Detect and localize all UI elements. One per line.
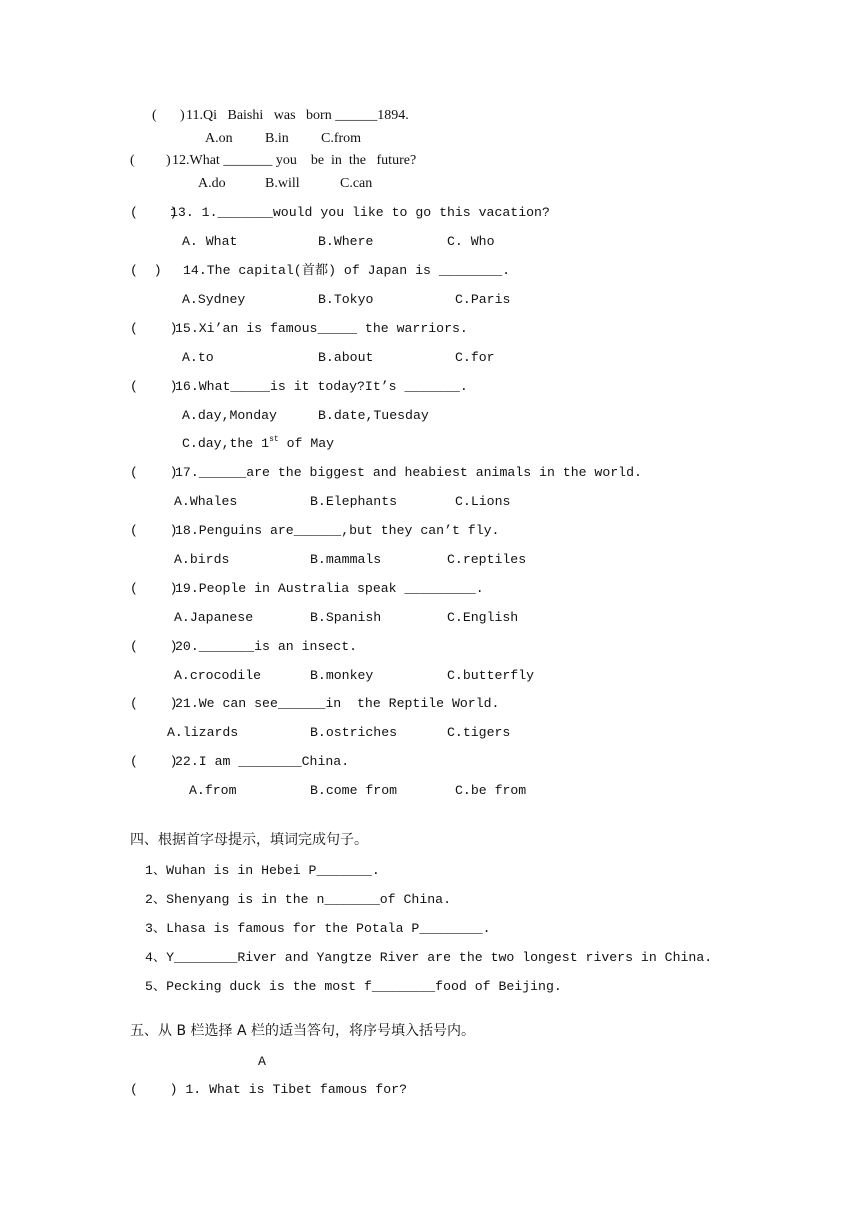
option-b: B.come from bbox=[310, 783, 398, 798]
answer-paren: ( ) bbox=[130, 263, 162, 278]
answer-paren: ( ) bbox=[130, 465, 178, 480]
question-stem: 19.People in Australia speak _________. bbox=[175, 581, 484, 596]
option-c: C.can bbox=[340, 176, 373, 191]
question-stem: 13. 1._______would you like to go this vacation? bbox=[170, 205, 550, 220]
section-heading: 五、从 B 栏选择 A 栏的适当答句，将序号填入括号内。 bbox=[130, 1023, 475, 1039]
option-a: A.day,Monday bbox=[182, 408, 277, 423]
option-c: C.for bbox=[455, 350, 495, 365]
answer-paren: ( ) bbox=[130, 321, 178, 336]
option-a: A.Japanese bbox=[174, 610, 254, 625]
question-stem: 15.Xi’an is famous_____ the warriors. bbox=[175, 321, 468, 336]
option-c: C.reptiles bbox=[447, 552, 527, 567]
fill-in-item: 1、Wuhan is in Hebei P_______. bbox=[145, 863, 380, 878]
answer-paren-open: ( bbox=[130, 153, 135, 168]
option-c: C.day,the 1st of May bbox=[182, 435, 335, 451]
answer-paren: ( ) bbox=[130, 639, 178, 654]
question-stem: 16.What_____is it today?It’s _______. bbox=[175, 379, 468, 394]
option-c: C.butterfly bbox=[447, 668, 535, 683]
question-stem: 20._______is an insect. bbox=[175, 639, 358, 654]
option-b: B.date,Tuesday bbox=[318, 408, 429, 423]
option-b: B.will bbox=[265, 176, 300, 191]
answer-paren-open: ( bbox=[152, 108, 157, 123]
option-c: C.be from bbox=[455, 783, 527, 798]
fill-in-item: 5、Pecking duck is the most f________food of Beijing. bbox=[145, 979, 562, 994]
match-item: ( ) 1. What is Tibet famous for? bbox=[130, 1082, 407, 1097]
option-a: A. What bbox=[182, 234, 238, 249]
answer-paren: ( ) bbox=[130, 205, 178, 220]
option-b: B.Elephants bbox=[310, 494, 398, 509]
question-stem: 21.We can see______in the Reptile World. bbox=[175, 696, 500, 711]
answer-paren-close: ) bbox=[166, 153, 171, 168]
option-c: C.from bbox=[321, 131, 362, 146]
option-a: A.to bbox=[182, 350, 214, 365]
question-stem: 11.Qi Baishi was born ______1894. bbox=[186, 108, 409, 123]
option-c: C.Paris bbox=[455, 292, 511, 307]
option-a: A.do bbox=[198, 176, 226, 191]
option-b: B.Where bbox=[318, 234, 374, 249]
option-a: A.Sydney bbox=[182, 292, 246, 307]
option-c: C.English bbox=[447, 610, 519, 625]
question-stem: 14.The capital(首都) of Japan is ________. bbox=[183, 263, 511, 278]
option-a: A.lizards bbox=[167, 725, 239, 740]
question-stem: 17.______are the biggest and heabiest animals in the world. bbox=[175, 465, 642, 480]
option-b: B.mammals bbox=[310, 552, 382, 567]
answer-paren: ( ) bbox=[130, 696, 178, 711]
option-c: C.tigers bbox=[447, 725, 511, 740]
question-stem: 18.Penguins are______,but they can’t fly. bbox=[175, 523, 500, 538]
fill-in-item: 3、Lhasa is famous for the Potala P________. bbox=[145, 921, 491, 936]
section-heading: 四、根据首字母提示，填词完成句子。 bbox=[130, 832, 368, 848]
question-stem: 22.I am ________China. bbox=[175, 754, 350, 769]
fill-in-item: 2、Shenyang is in the n_______of China. bbox=[145, 892, 451, 907]
answer-paren: ( ) bbox=[130, 379, 178, 394]
option-a: A.from bbox=[189, 783, 237, 798]
option-c: C. Who bbox=[447, 234, 495, 249]
option-a: A.Whales bbox=[174, 494, 238, 509]
answer-paren: ( ) bbox=[130, 523, 178, 538]
option-a: A.birds bbox=[174, 552, 230, 567]
option-b: B.Spanish bbox=[310, 610, 382, 625]
answer-paren-close: ) bbox=[180, 108, 185, 123]
option-b: B.Tokyo bbox=[318, 292, 374, 307]
answer-paren: ( ) bbox=[130, 581, 178, 596]
option-b: B.about bbox=[318, 350, 374, 365]
option-a: A.on bbox=[205, 131, 233, 146]
option-c: C.Lions bbox=[455, 494, 511, 509]
option-b: B.ostriches bbox=[310, 725, 398, 740]
option-b: B.monkey bbox=[310, 668, 374, 683]
question-stem: 12.What _______ you be in the future? bbox=[172, 153, 417, 168]
answer-paren: ( ) bbox=[130, 754, 178, 769]
fill-in-item: 4、Y________River and Yangtze River are the two longest rivers in China. bbox=[145, 950, 713, 965]
option-b: B.in bbox=[265, 131, 289, 146]
column-a-label: A bbox=[258, 1054, 266, 1069]
option-a: A.crocodile bbox=[174, 668, 262, 683]
ordinal-suffix: st bbox=[269, 435, 279, 444]
